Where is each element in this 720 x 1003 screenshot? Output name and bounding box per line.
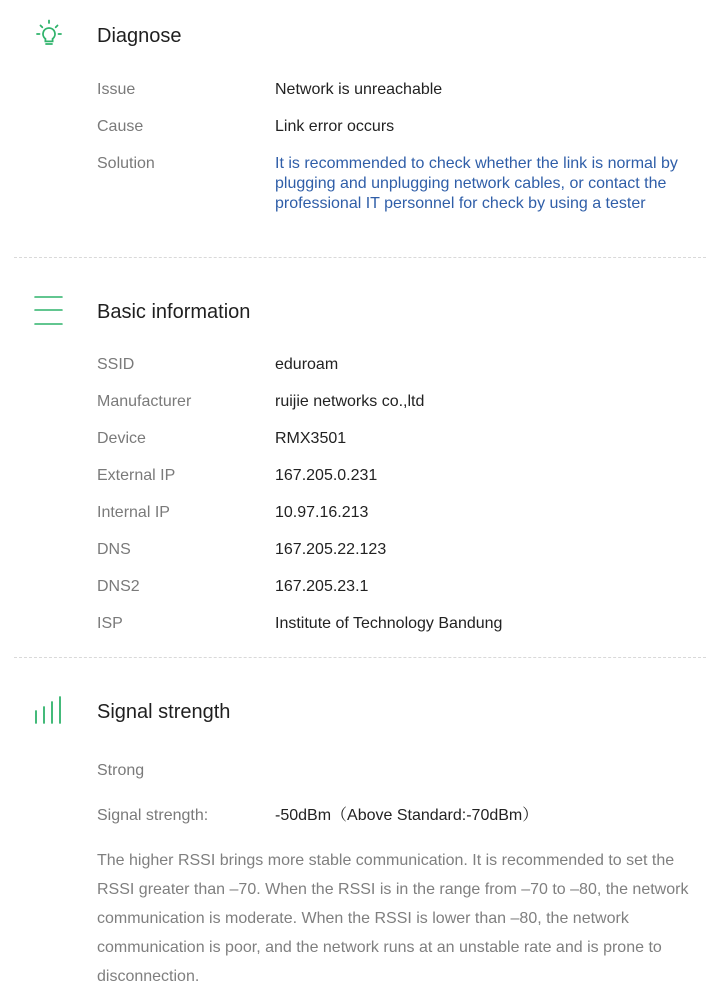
lightbulb-icon <box>32 18 66 52</box>
row-value: 167.205.0.231 <box>275 467 378 484</box>
signal-description: The higher RSSI brings more stable communication. It is recommended to set the RSSI greater than –70. When the RSSI is in the range from –70 to –80, the network communication is moderate. When the RSSI is lower than –80, the network communication is poor, and the network runs at an unstable rate and is prone to disconnection. <box>97 852 689 985</box>
row-label: Manufacturer <box>97 393 192 410</box>
row-label: Internal IP <box>97 504 170 521</box>
row-label: External IP <box>97 467 176 484</box>
diagnose-title: Diagnose <box>97 25 182 47</box>
row-label: DNS <box>97 541 131 558</box>
section-divider <box>14 657 706 658</box>
signal-header <box>0 691 720 731</box>
row-label: SSID <box>97 356 135 373</box>
menu-lines-icon <box>32 293 66 327</box>
signal-title: Signal strength <box>97 701 231 723</box>
row-label: Solution <box>97 155 155 172</box>
section-divider <box>14 257 706 258</box>
row-value: Link error occurs <box>275 118 395 135</box>
basic-info-header <box>0 291 720 331</box>
row-label: ISP <box>97 615 123 632</box>
row-value: Institute of Technology Bandung <box>275 615 503 632</box>
row-value: Network is unreachable <box>275 81 443 98</box>
row-label: Issue <box>97 81 136 98</box>
row-value: ruijie networks co.,ltd <box>275 393 425 410</box>
row-value: 167.205.22.123 <box>275 541 387 558</box>
row-label: Cause <box>97 118 144 135</box>
signal-strength-label: Signal strength: <box>97 807 209 824</box>
signal-level-text: Strong <box>97 762 145 779</box>
row-label: Device <box>97 430 146 447</box>
signal-strength-value: -50dBm（Above Standard:-70dBm） <box>275 807 539 824</box>
solution-link[interactable]: It is recommended to check whether the link is normal by plugging and unplugging network cables, or contact the professional IT personnel for check by using a tester <box>275 155 678 212</box>
signal-bars-icon <box>32 695 66 729</box>
row-label: DNS2 <box>97 578 140 595</box>
basic-info-title: Basic information <box>97 301 251 323</box>
row-value: RMX3501 <box>275 430 347 447</box>
row-value: eduroam <box>275 356 339 373</box>
row-value: 10.97.16.213 <box>275 504 369 521</box>
diagnose-header <box>0 16 720 56</box>
row-value: 167.205.23.1 <box>275 578 369 595</box>
